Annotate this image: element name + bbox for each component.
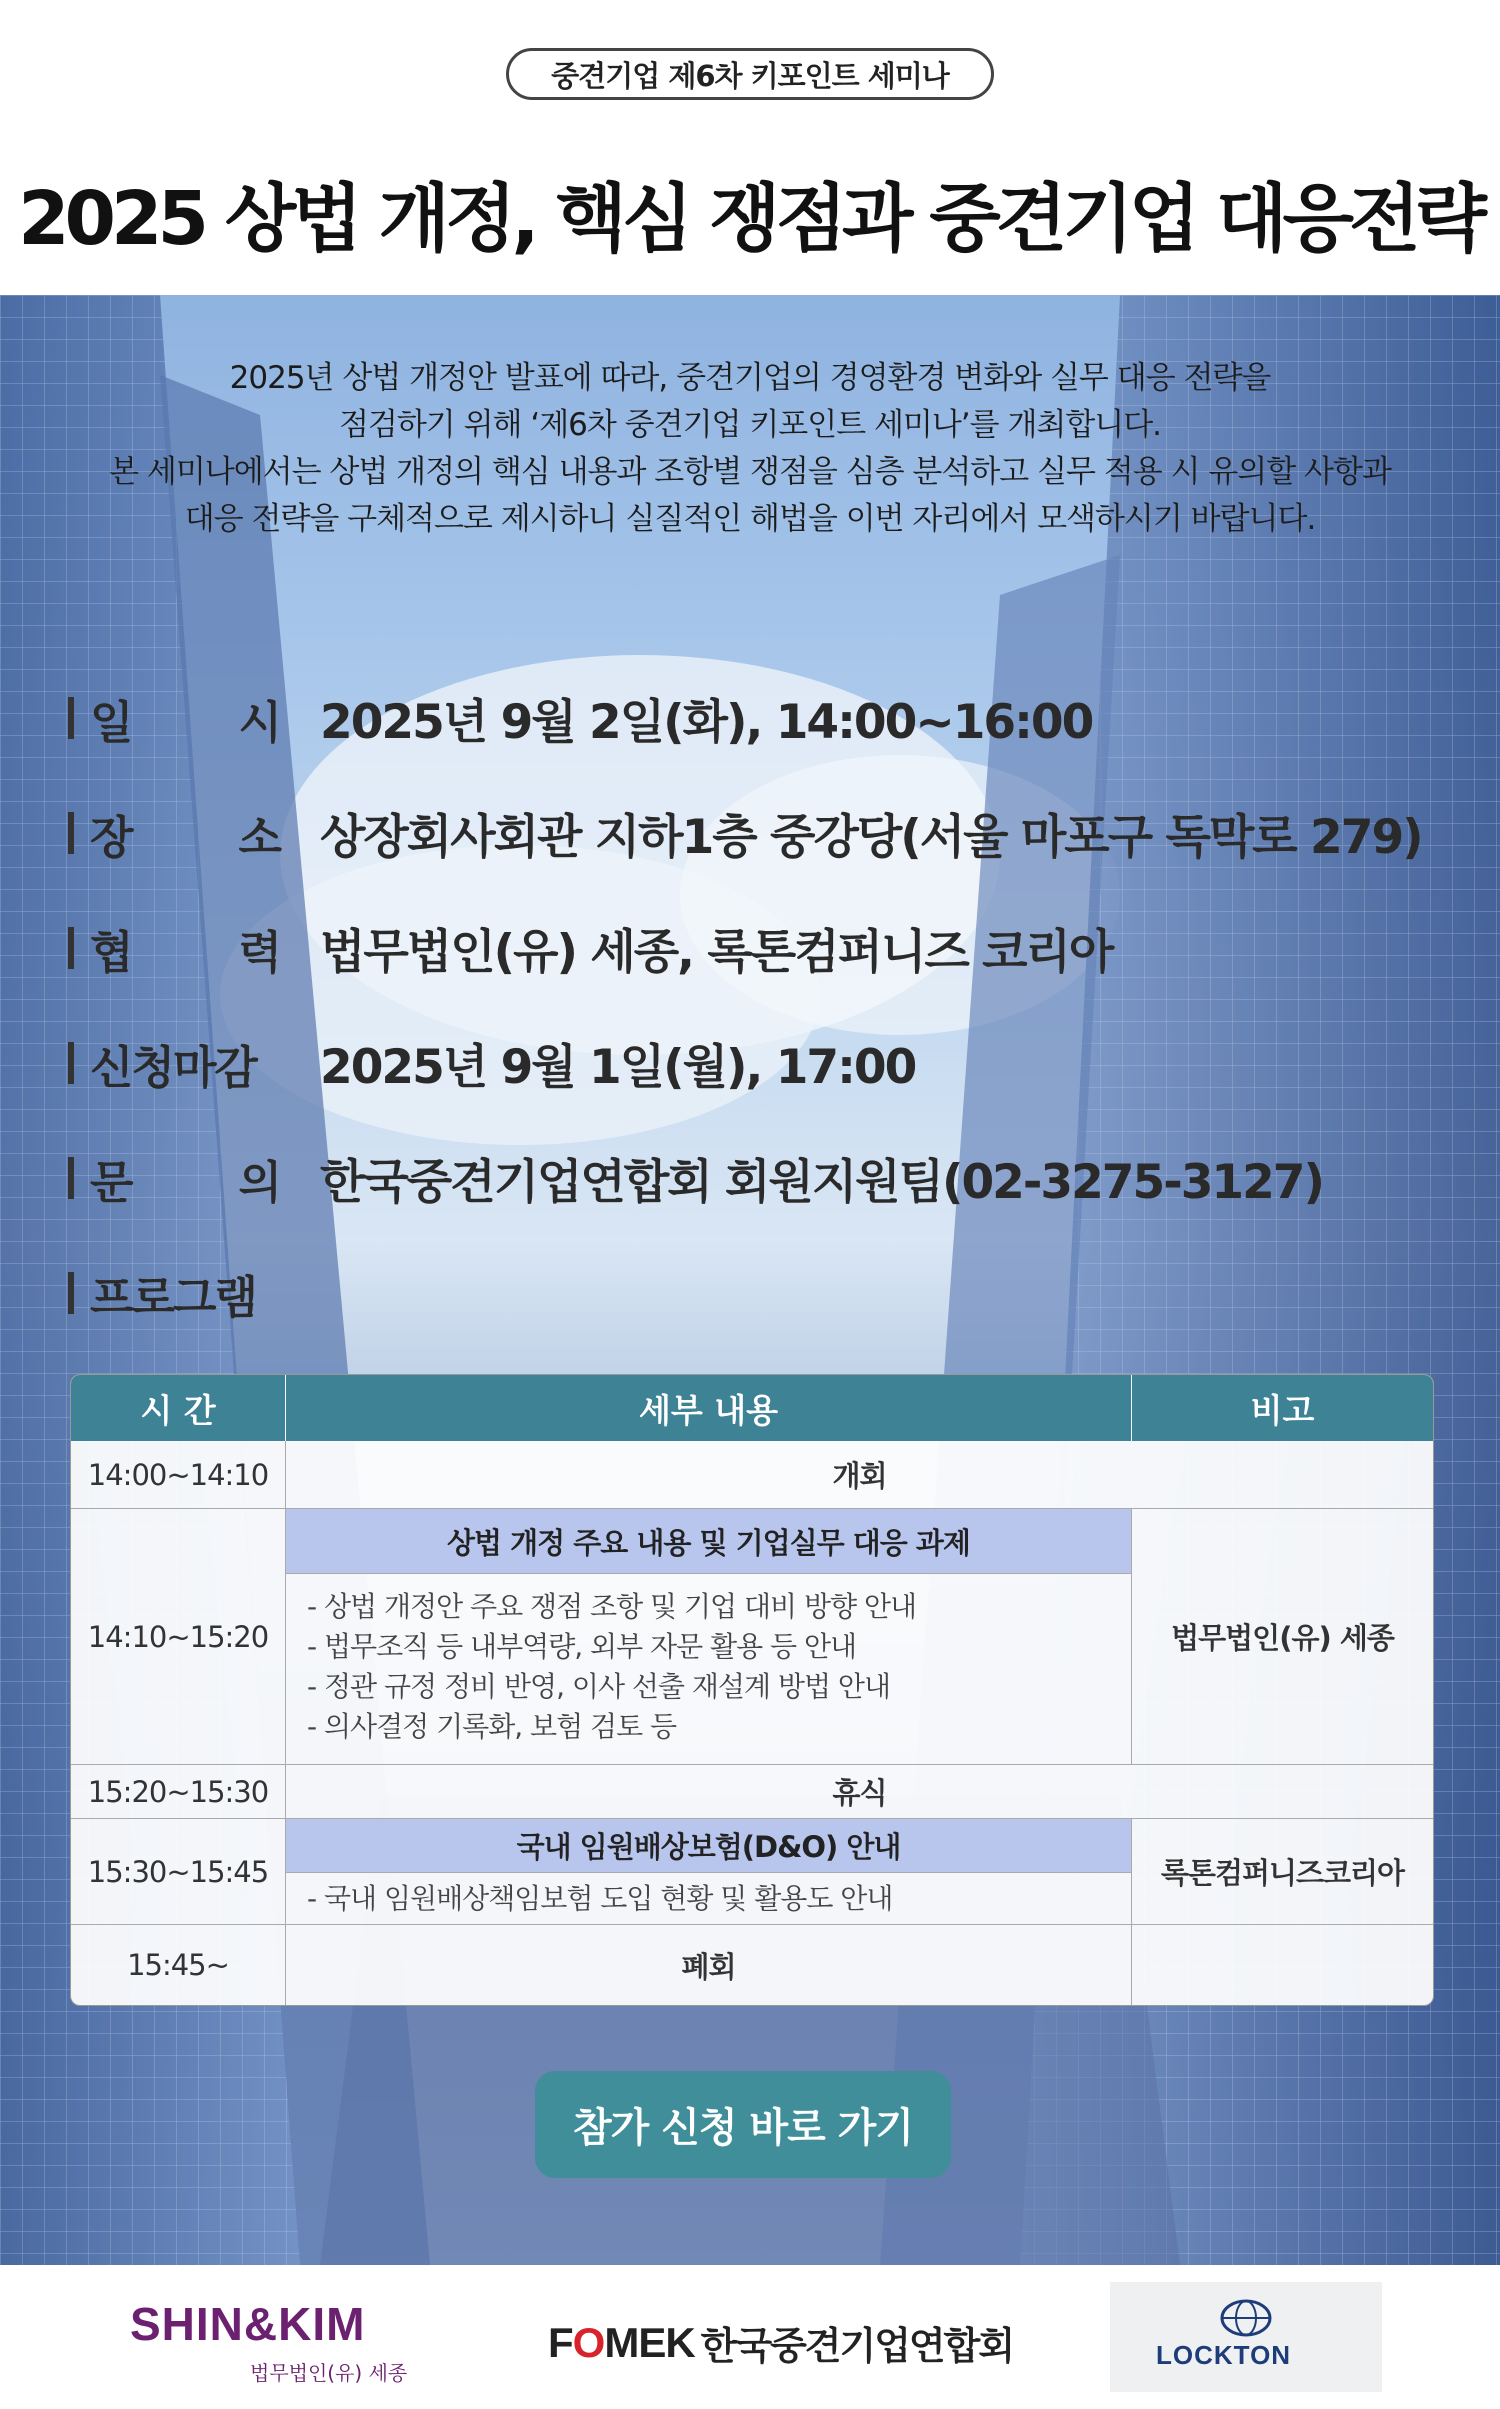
table-header-note: 비고 xyxy=(1132,1375,1433,1441)
fomek-logo xyxy=(548,2315,1013,2370)
intro-line: 대응 전략을 구체적으로 제시하니 실질적인 해법을 이번 자리에서 모색하시기 바랍니다. xyxy=(184,501,1316,537)
info-label: 장 소 xyxy=(90,810,280,864)
info-value: 한국중견기업연합회 회원지원팀(02-3275-3127) xyxy=(320,1154,1323,1210)
list-item: - 국내 임원배상책임보험 도입 현황 및 활용도 안내 xyxy=(307,1882,893,1915)
table-cell-note: 법무법인(유) 세종 xyxy=(1171,1621,1394,1655)
table-cell-time: 15:45~ xyxy=(127,1948,229,1982)
table-cell-note: 록톤컴퍼니즈코리아 xyxy=(1160,1856,1405,1890)
info-value: 2025년 9월 1일(월), 17:00 xyxy=(320,1039,916,1095)
session-title: 국내 임원배상보험(D&O) 안내 xyxy=(286,1819,1131,1872)
globe-icon xyxy=(1110,2282,1382,2342)
bullet-bar xyxy=(68,697,74,739)
info-label: 협 력 xyxy=(90,925,280,979)
table-cell-time: 14:00~14:10 xyxy=(87,1457,269,1492)
intro-line: 점검하기 위해 ‘제6차 중견기업 키포인트 세미나’를 개최합니다. xyxy=(338,407,1162,443)
program-table xyxy=(70,1374,1434,2006)
table-cell-content: 휴식 xyxy=(832,1776,887,1810)
shinkim-logo-subtitle: 법무법인(유) 세종 xyxy=(250,2361,408,2385)
list-item: - 정관 규정 정비 반영, 이사 선출 재설계 방법 안내 xyxy=(307,1670,891,1703)
bullet-bar xyxy=(68,812,74,854)
bullet-bar xyxy=(68,1157,74,1199)
seminar-badge: 중견기업 제6차 키포인트 세미나 xyxy=(506,48,994,100)
info-date xyxy=(68,688,1092,748)
table-header-time: 시 간 xyxy=(71,1375,285,1441)
lockton-logo xyxy=(1110,2282,1382,2392)
intro-line: 본 세미나에서는 상법 개정의 핵심 내용과 조항별 쟁점을 심층 분석하고 실무 적용 시 유의할 사항과 xyxy=(109,454,1391,490)
info-cooperation xyxy=(68,918,1112,978)
info-label: 일 시 xyxy=(90,695,280,749)
fomek-mark: FOMEK xyxy=(548,2318,695,2366)
hero-background xyxy=(0,295,1500,2265)
table-header-content: 세부 내용 xyxy=(286,1375,1131,1441)
fomek-name: 한국중견기업연합회 xyxy=(700,2324,1014,2368)
bullet-bar xyxy=(68,1272,74,1314)
table-cell-time: 14:10~15:20 xyxy=(87,1619,269,1654)
info-value: 법무법인(유) 세종, 록톤컴퍼니즈 코리아 xyxy=(320,924,1113,980)
list-item: - 의사결정 기록화, 보험 검토 등 xyxy=(307,1710,677,1743)
table-cell-content: 개회 xyxy=(832,1459,887,1493)
bullet-bar xyxy=(68,1042,74,1084)
intro-text xyxy=(0,355,1500,543)
shinkim-logo: SHIN&KIM xyxy=(130,2298,366,2350)
table-cell-time: 15:20~15:30 xyxy=(87,1774,269,1809)
session-title: 상법 개정 주요 내용 및 기업실무 대응 과제 xyxy=(286,1509,1131,1573)
footer-logos xyxy=(0,2265,1500,2409)
program-heading xyxy=(68,1263,256,1323)
table-cell-content: 폐회 xyxy=(681,1949,736,1984)
lockton-wordmark: LOCKTON xyxy=(1156,2340,1292,2370)
session-details xyxy=(307,1587,916,1747)
list-item: - 상법 개정안 주요 쟁점 조항 및 기업 대비 방향 안내 xyxy=(307,1590,917,1623)
info-label: 신청마감 xyxy=(90,1040,256,1094)
session-details xyxy=(307,1879,892,1919)
bullet-bar xyxy=(68,927,74,969)
intro-line: 2025년 상법 개정안 발표에 따라, 중견기업의 경영환경 변화와 실무 대응 전략을 xyxy=(229,360,1271,396)
apply-button[interactable]: 참가 신청 바로 가기 xyxy=(535,2071,951,2178)
info-deadline xyxy=(68,1033,915,1093)
info-label: 문 의 xyxy=(90,1155,280,1209)
info-contact xyxy=(68,1148,1323,1208)
header xyxy=(0,0,1500,295)
page-title: 2025 상법 개정, 핵심 쟁점과 중견기업 대응전략 xyxy=(18,176,1482,262)
info-value: 상장회사회관 지하1층 중강당(서울 마포구 독막로 279) xyxy=(320,809,1422,865)
list-item: - 법무조직 등 내부역량, 외부 자문 활용 등 안내 xyxy=(307,1630,857,1663)
program-label: 프로그램 xyxy=(90,1270,256,1324)
table-cell-time: 15:30~15:45 xyxy=(87,1854,269,1889)
info-value: 2025년 9월 2일(화), 14:00~16:00 xyxy=(320,694,1093,750)
info-venue xyxy=(68,803,1422,863)
